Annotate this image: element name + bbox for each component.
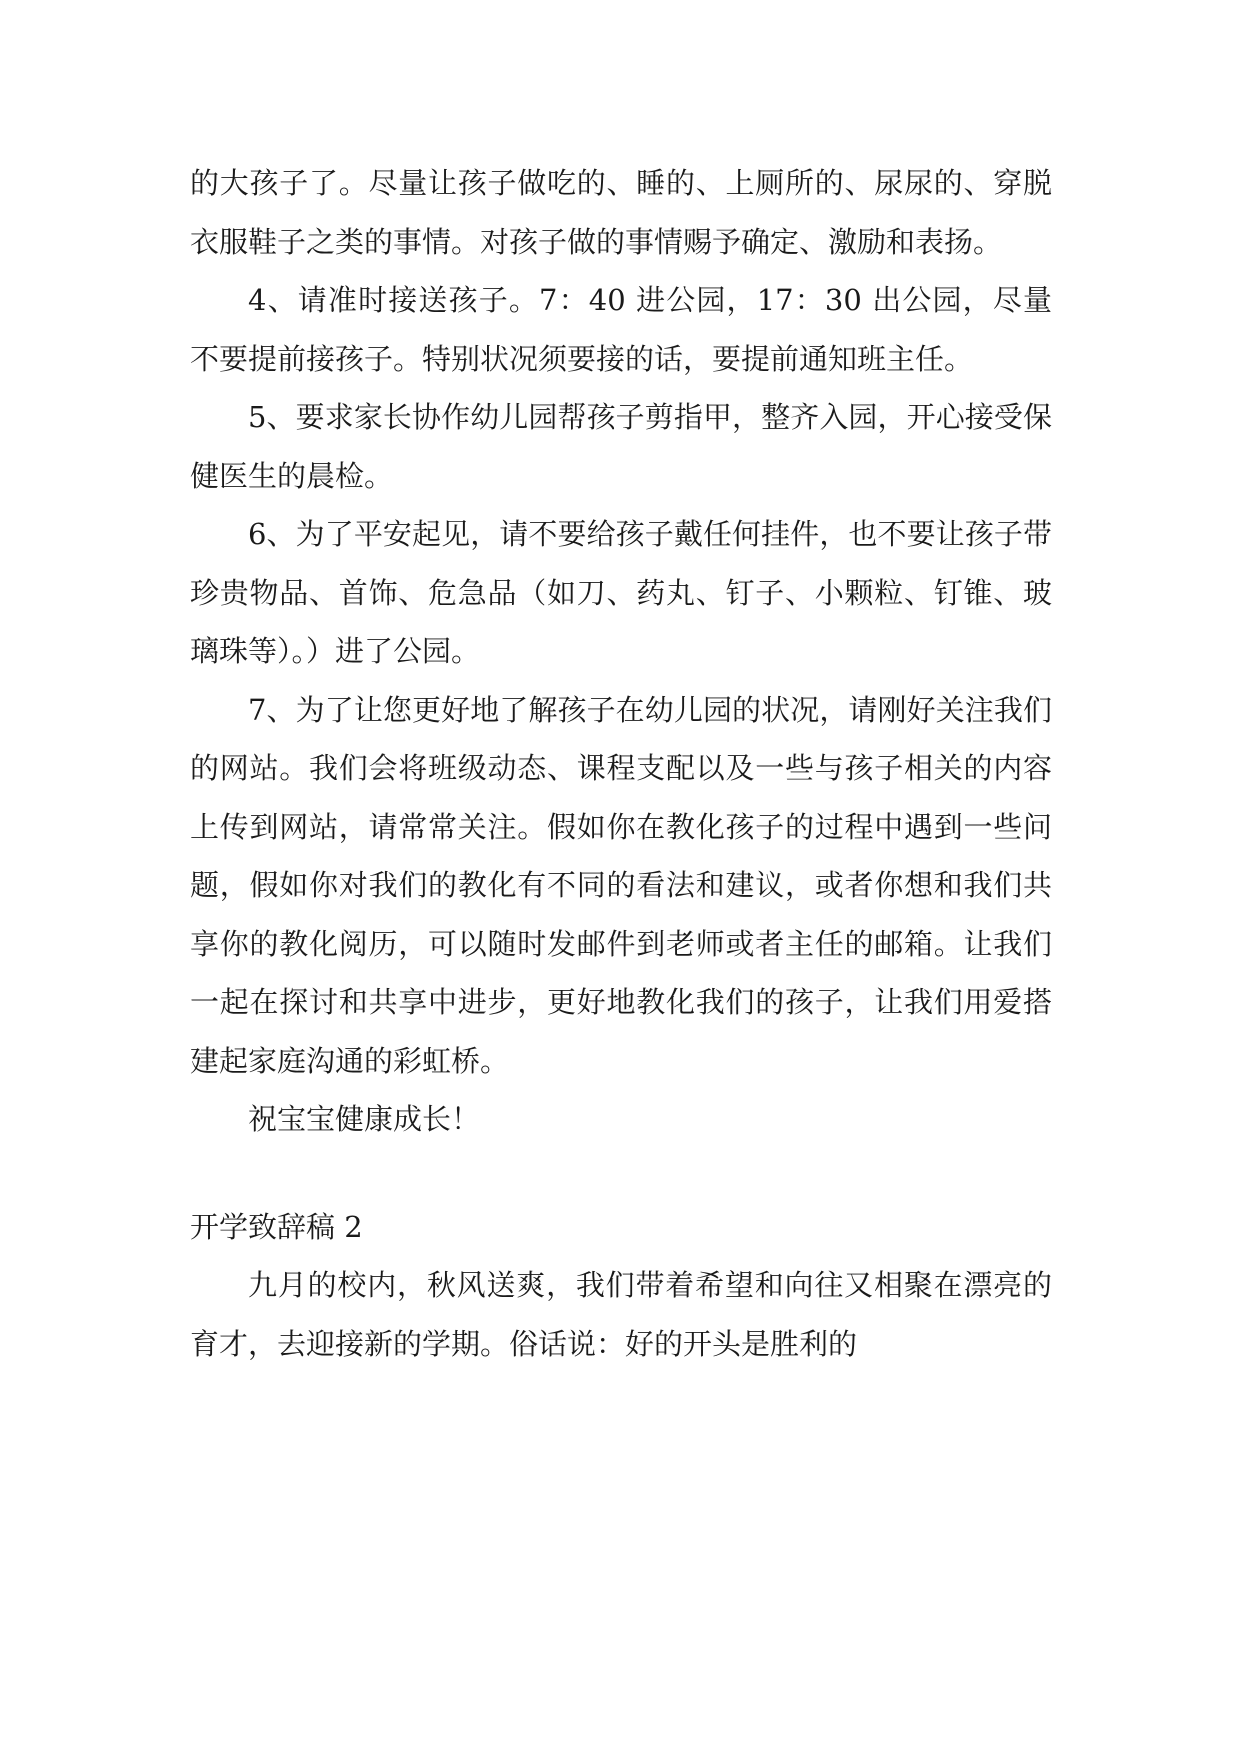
closing-wish: 祝宝宝健康成长！ [248, 1102, 481, 1136]
paragraph-continuation: 的大孩子了。尽量让孩子做吃的、睡的、上厕所的、尿尿的、穿脱衣服鞋子之类的事情。对孩子做的事情赐予确定、激励和表扬。 [190, 166, 1052, 259]
section-title: 开学致辞稿 2 [190, 1209, 363, 1244]
paragraph-item-6: 6、为了平安起见，请不要给孩子戴任何挂件，也不要让孩子带珍贵物品、首饰、危急品（如刀、药丸、钉子、小颗粒、钉锥、玻璃珠等）。）进了公园。 [190, 517, 1052, 668]
paragraph-item-5: 5、要求家长协作幼儿园帮孩子剪指甲，整齐入园，开心接受保健医生的晨检。 [190, 400, 1052, 493]
paragraph-opening: 九月的校内，秋风送爽，我们带着希望和向往又相聚在漂亮的育才，去迎接新的学期。俗话说：好的开头是胜利的 [190, 1268, 1052, 1361]
paragraph-item-7: 7、为了让您更好地了解孩子在幼儿园的状况，请刚好关注我们的网站。我们会将班级动态、课程支配以及一些与孩子相关的内容上传到网站，请常常关注。假如你在教化孩子的过程中遇到一些问题，假如你对我们的教化有不同的看法和建议，或者你想和我们共享你的教化阅历，可以随时发邮件到老师或者主任的邮箱。让我们一起在探讨和共享中进步，更好地教化我们的孩子，让我们用爱搭建起家庭沟通的彩虹桥。 [190, 692, 1052, 1078]
document-body [190, 154, 1052, 1373]
paragraph-item-4: 4、请准时接送孩子。7：40 进公园，17：30 出公园，尽量不要提前接孩子。特别状况须要接的话，要提前通知班主任。 [190, 283, 1052, 376]
